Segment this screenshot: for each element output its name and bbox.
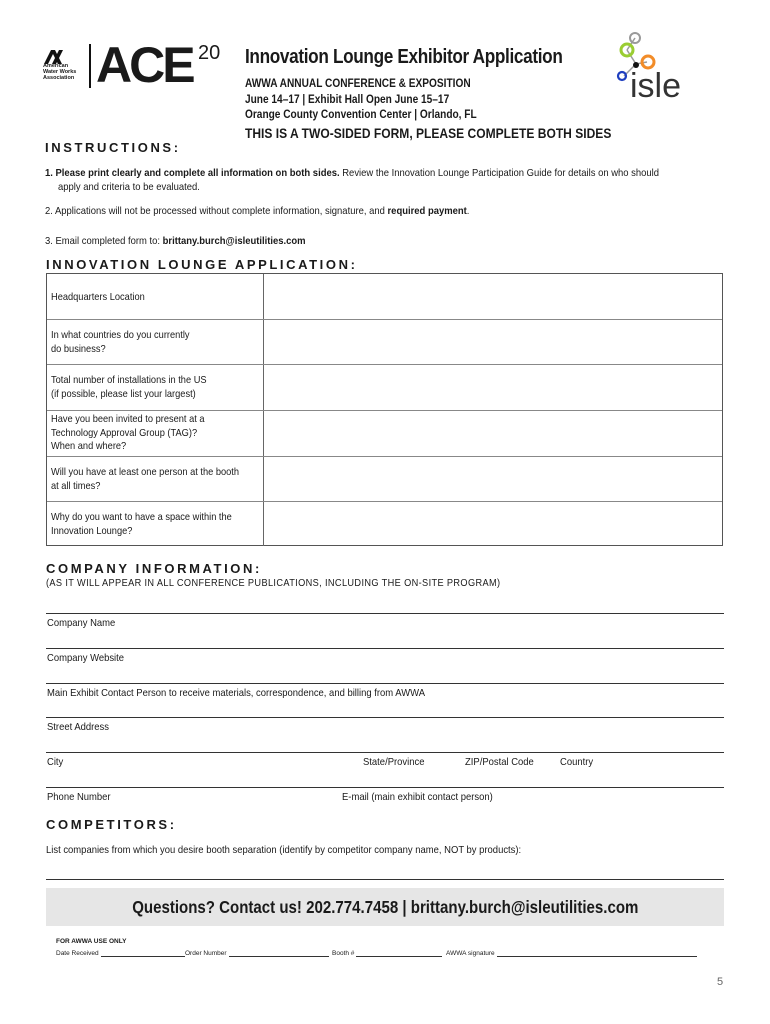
table-row: [47, 456, 722, 501]
booth-staffing-input[interactable]: [265, 457, 722, 501]
company-heading: COMPANY INFORMATION:: [46, 561, 262, 576]
ace-logo-year: 20: [198, 42, 221, 64]
instruction-2-bold: required payment: [387, 205, 467, 217]
booth-field[interactable]: [332, 950, 442, 957]
company-website-label: Company Website: [47, 652, 125, 664]
two-sided-notice: THIS IS A TWO-SIDED FORM, PLEASE COMPLETE BOTH SIDES: [245, 125, 612, 141]
conference-name: AWWA ANNUAL CONFERENCE & EXPOSITION: [245, 78, 471, 90]
company-website-field[interactable]: [46, 648, 724, 649]
installations-input[interactable]: [265, 365, 722, 410]
conference-venue: Orange County Convention Center | Orlando, FL: [245, 109, 477, 121]
instruction-2: [45, 205, 469, 219]
instruction-1-line2: apply and criteria to be evaluated.: [58, 181, 200, 193]
tag-input[interactable]: [265, 411, 722, 456]
instruction-2-text: 2. Applications will not be processed without complete information, signature, and: [45, 205, 388, 217]
headquarters-input[interactable]: [265, 274, 722, 319]
awwa-signature-field[interactable]: [446, 950, 697, 957]
instruction-3: [45, 235, 306, 249]
table-row: [47, 501, 722, 546]
company-name-label: Company Name: [47, 617, 116, 629]
zip-label: ZIP/Postal Code: [465, 756, 534, 768]
header-divider: [89, 44, 91, 88]
table-row: [47, 364, 722, 410]
awwa-signature-label: AWWA signature: [446, 950, 495, 957]
row-label: Why do you want to have a space within the Innovation Lounge?: [51, 512, 232, 537]
state-label: State/Province: [363, 756, 425, 768]
competitors-field[interactable]: [46, 879, 724, 880]
row-label: Total number of installations in the US (if possible, please list your largest): [51, 375, 207, 400]
innovation-table: [46, 273, 723, 546]
table-row: [47, 319, 722, 364]
street-address-field[interactable]: [46, 717, 724, 718]
company-name-field[interactable]: [46, 613, 724, 614]
email-label: E-mail (main exhibit contact person): [342, 791, 493, 803]
table-row: [47, 274, 722, 319]
instruction-3-email: brittany.burch@isleutilities.com: [162, 235, 306, 247]
awwa-org-name: American Water Works Association: [43, 63, 77, 81]
instruction-3-text: 3. Email completed form to:: [45, 235, 163, 247]
phone-email-field[interactable]: [46, 787, 724, 788]
date-received-field[interactable]: [56, 950, 185, 957]
order-number-field[interactable]: [185, 950, 329, 957]
booth-label: Booth #: [332, 950, 355, 957]
countries-input[interactable]: [265, 320, 722, 364]
main-contact-label: Main Exhibit Contact Person to receive materials, correspondence, and billing from AWWA: [47, 687, 425, 699]
competitors-heading: COMPETITORS:: [46, 817, 177, 832]
questions-text: Questions? Contact us! 202.774.7458 | brittany.burch@isleutilities.com: [131, 896, 639, 917]
phone-label: Phone Number: [47, 791, 111, 803]
competitors-note: List companies from which you desire booth separation (identify by competitor company name, NOT by products):: [46, 844, 522, 856]
page-title: Innovation Lounge Exhibitor Application: [245, 46, 563, 68]
innovation-heading: INNOVATION LOUNGE APPLICATION:: [46, 257, 358, 272]
row-label: Will you have at least one person at the booth at all times?: [51, 467, 240, 492]
street-address-label: Street Address: [47, 721, 109, 733]
questions-banner: [46, 888, 724, 926]
company-caption: (AS IT WILL APPEAR IN ALL CONFERENCE PUBLICATIONS, INCLUDING THE ON-SITE PROGRAM): [46, 578, 501, 589]
ace-logo-word: ACE: [96, 37, 193, 93]
isle-logo-icon: [608, 28, 698, 104]
table-row: [47, 410, 722, 456]
awwa-use-heading: FOR AWWA USE ONLY: [56, 938, 127, 945]
date-received-label: Date Received: [56, 950, 99, 957]
page-number: 5: [717, 976, 724, 988]
instruction-1-rest: Review the Innovation Lounge Participation Guide for details on who should: [339, 167, 660, 179]
isle-logo-word: isle: [630, 67, 682, 104]
instruction-1-bold: 1. Please print clearly and complete all information on both sides.: [45, 167, 340, 179]
instruction-2-end: .: [466, 205, 470, 217]
conference-dates: June 14–17 | Exhibit Hall Open June 15–17: [245, 94, 450, 106]
why-lounge-input[interactable]: [265, 502, 722, 546]
order-number-label: Order Number: [185, 950, 227, 957]
main-contact-field[interactable]: [46, 683, 724, 684]
city-state-zip-field[interactable]: [46, 752, 724, 753]
instruction-1: [45, 167, 659, 181]
instructions-heading: INSTRUCTIONS:: [45, 140, 181, 155]
city-label: City: [47, 756, 64, 768]
row-label: Have you been invited to present at a Technology Approval Group (TAG)? When and where?: [51, 414, 205, 452]
row-label: Headquarters Location: [51, 292, 145, 303]
row-label: In what countries do you currently do business?: [51, 330, 190, 355]
country-label: Country: [560, 756, 594, 768]
